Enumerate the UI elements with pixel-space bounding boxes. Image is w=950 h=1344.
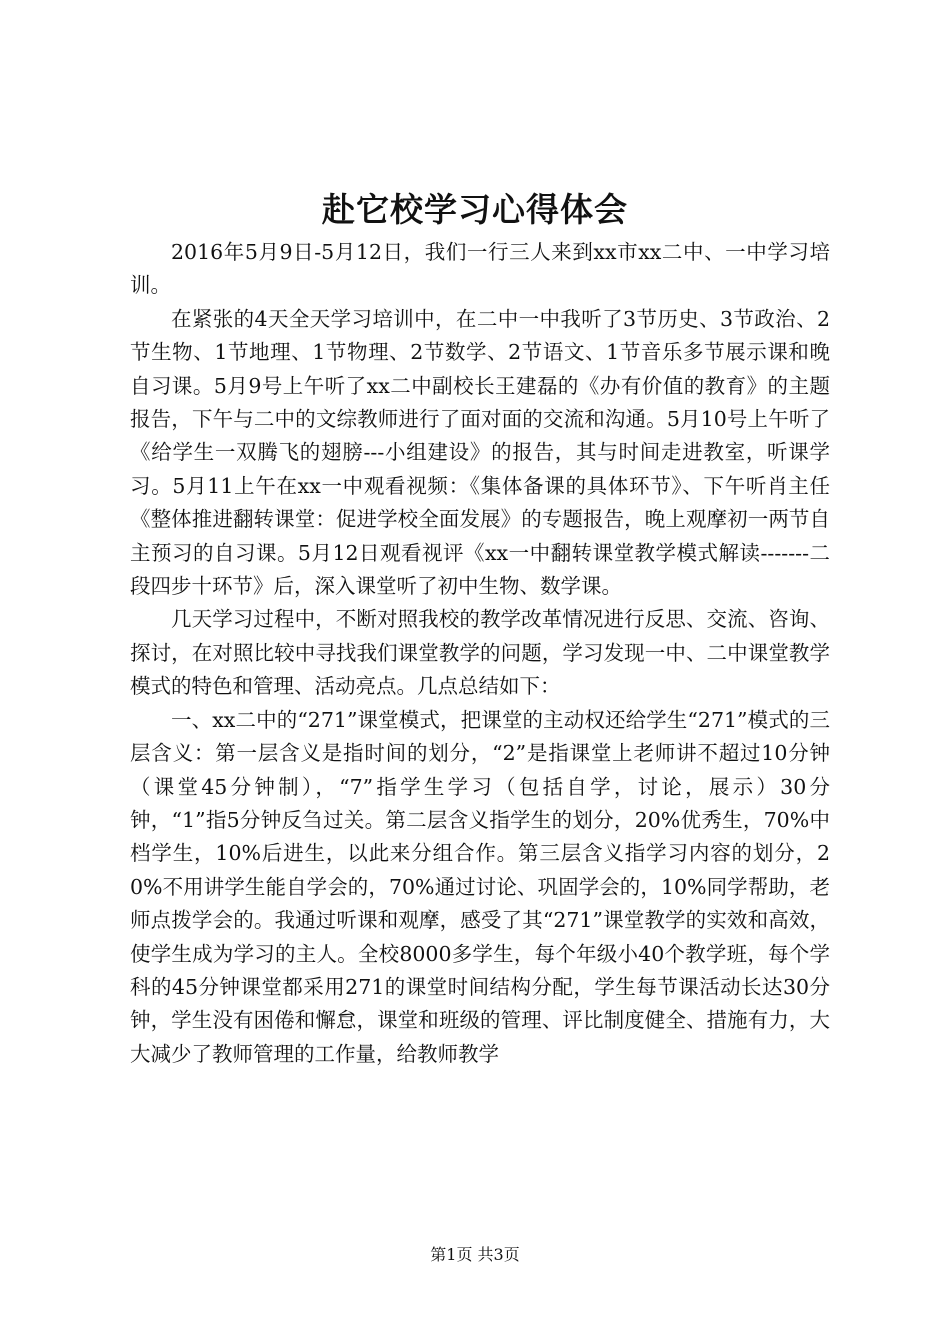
document-body bbox=[130, 236, 830, 1071]
page-footer: 第1页 共3页 bbox=[430, 1245, 520, 1264]
paragraph-2: 在紧张的4天全天学习培训中，在二中一中我听了3节历史、3节政治、2节生物、1节地理、1节物理、2节数学、2节语文、1节音乐多节展示课和晚自习课。5月9号上午听了xx二中副校长王建磊的《办有价值的教育》的主题报告，下午与二中的文综教师进行了面对面的交流和沟通。5月10号上午听了《给学生一双腾飞的翅膀---小组建设》的报告，其与时间走进教室，听课学习。5月11上午在xx一中观看视频：《集体备课的具体环节》、下午听肖主任《整体推进翻转课堂：促进学校全面发展》的专题报告，晚上观摩初一两节自主预习的自习课。5月12日观看视评《xx一中翻转课堂教学模式解读-------二段四步十环节》后，深入课堂听了初中生物、数学课。 bbox=[130, 306, 830, 599]
paragraph-4: 一、xx二中的“271”课堂模式，把课堂的主动权还给学生“271”模式的三层含义：第一层含义是指时间的划分，“2”是指课堂上老师讲不超过10分钟（课堂45分钟制），“7”指学生学习（包括自学，讨论，展示）30分钟，“1”指5分钟反刍过关。第二层含义指学生的划分，20%优秀生，70%中档学生，10%后进生，以此来分组合作。第三层含义指学习内容的划分，20%不用讲学生能自学会的，70%通过讨论、巩固学会的，10%同学帮助，老师点拨学会的。我通过听课和观摩，感受了其“271”课堂教学的实效和高效，使学生成为学习的主人。全校8000多学生，每个年级小40个教学班，每个学科的45分钟课堂都采用271的课堂时间结构分配，学生每节课活动长达30分钟，学生没有困倦和懈怠，课堂和班级的管理、评比制度健全、措施有力，大大减少了教师管理的工作量，给教师教学 bbox=[130, 707, 830, 1066]
document-title: 赴它校学习心得体会 bbox=[322, 190, 628, 229]
paragraph-1: 2016年5月9日-5月12日，我们一行三人来到xx市xx二中、一中学习培训。 bbox=[130, 240, 830, 298]
paragraph-3: 几天学习过程中，不断对照我校的教学改革情况进行反思、交流、咨询、探讨，在对照比较中寻找我们课堂教学的问题，学习发现一中、二中课堂教学模式的特色和管理、活动亮点。几点总结如下： bbox=[130, 607, 830, 699]
